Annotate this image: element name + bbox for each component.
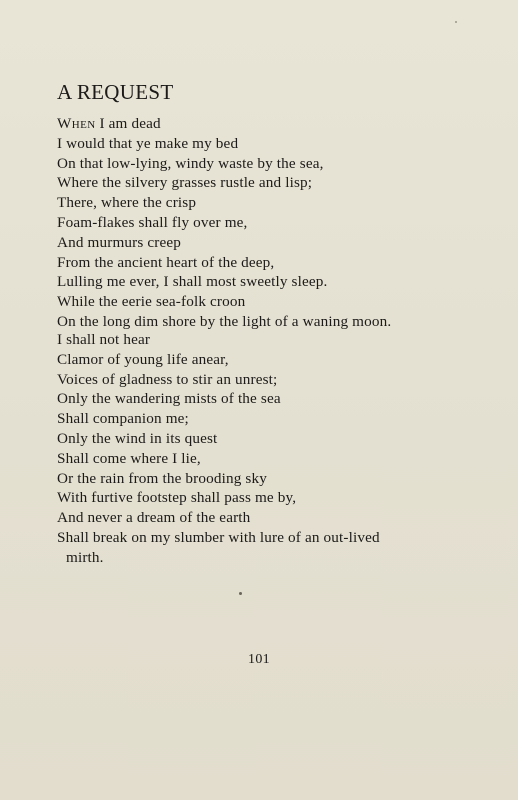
poem-line: Lulling me ever, I shall most sweetly sleep. [57, 273, 328, 291]
stanza-2 [57, 330, 380, 568]
poem-line: Only the wandering mists of the sea [57, 390, 281, 408]
stanza-1 [57, 114, 391, 332]
poem-line: Shall come where I lie, [57, 449, 201, 467]
poem-line: There, where the crisp [57, 194, 197, 212]
poem-title: A REQUEST [57, 80, 174, 104]
poem-line-continuation: mirth. [66, 548, 104, 566]
poem-line: And never a dream of the earth [57, 509, 251, 527]
poem-line: While the eerie sea-folk croon [57, 293, 246, 311]
poem-line: Only the wind in its quest [57, 429, 218, 447]
ink-speck [455, 21, 457, 23]
poem-line: From the ancient heart of the deep, [57, 253, 275, 271]
poem-line: On that low-lying, windy waste by the sea, [57, 154, 324, 172]
opening-word: When [57, 115, 96, 132]
poem-line: I shall not hear [57, 331, 151, 348]
poem-line: And murmurs creep [57, 233, 182, 251]
poem-line: Or the rain from the brooding sky [57, 469, 267, 487]
ink-speck [239, 592, 242, 595]
poem-line: Where the silvery grasses rustle and lisp; [57, 174, 313, 192]
page-number: 101 [248, 652, 270, 667]
poem-line: With furtive footstep shall pass me by, [57, 489, 297, 507]
poem-line: Shall break on my slumber with lure of an out-lived [57, 528, 380, 546]
poem-line: Shall companion me; [57, 410, 189, 428]
poem-line: On the long dim shore by the light of a waning moon. [57, 312, 392, 330]
poem-line [57, 114, 391, 134]
poem-line: Foam-flakes shall fly over me, [57, 213, 248, 231]
opening-line-rest: I am dead [95, 115, 161, 132]
poem-line: Voices of gladness to stir an unrest; [57, 370, 278, 388]
poem-line: I would that ye make my bed [57, 134, 239, 152]
poem-line: Clamor of young life anear, [57, 350, 229, 368]
